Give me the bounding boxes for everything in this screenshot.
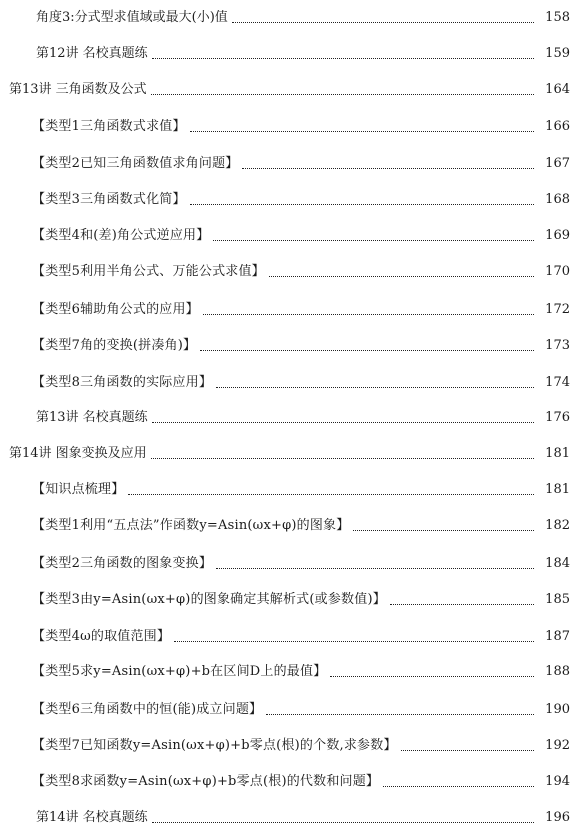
toc-entry-title: 第14讲 图象变换及应用 (9, 446, 147, 461)
toc-entry[interactable] (0, 150, 584, 172)
toc-entry-page-number: 190 (545, 702, 570, 717)
toc-entry-page-number: 185 (545, 592, 570, 607)
dot-leader (200, 350, 534, 351)
dot-leader (266, 714, 534, 715)
dot-leader (151, 94, 534, 95)
toc-entry-title: 【类型3三角函数式化简】 (32, 192, 186, 207)
toc-entry-title: 【类型2已知三角函数值求角问题】 (32, 156, 239, 171)
toc-entry-page-number: 188 (545, 664, 570, 679)
toc-entry-title: 第13讲 名校真题练 (36, 410, 148, 425)
toc-entry-page-number: 173 (545, 338, 570, 353)
toc-entry[interactable] (0, 332, 584, 354)
toc-entry-title: 【类型4ω的取值范围】 (32, 629, 171, 644)
dot-leader (401, 750, 534, 751)
toc-entry-page-number: 181 (545, 482, 570, 497)
dot-leader (269, 276, 534, 277)
toc-entry[interactable] (0, 186, 584, 208)
toc-entry[interactable] (0, 804, 584, 826)
toc-entry-page-number: 170 (545, 264, 570, 279)
toc-entry-page-number: 194 (545, 774, 570, 789)
toc-entry-page-number: 159 (545, 46, 570, 61)
toc-entry-title: 【类型7角的变换(拼凑角)】 (32, 338, 197, 353)
toc-entry[interactable] (0, 113, 584, 135)
toc-entry-title: 【类型3由y=Asin(ωx+φ)的图象确定其解析式(或参数值)】 (32, 592, 386, 607)
toc-entry-page-number: 184 (545, 556, 570, 571)
dot-leader (190, 131, 534, 132)
toc-entry[interactable] (0, 512, 584, 534)
toc-entry-page-number: 169 (545, 228, 570, 243)
toc-entry[interactable] (0, 40, 584, 62)
toc-entry[interactable] (0, 658, 584, 680)
toc-entry-title: 角度3:分式型求值域或最大(小)值 (36, 10, 228, 25)
toc-entry[interactable] (0, 296, 584, 318)
toc-entry-title: 【类型7已知函数y=Asin(ωx+φ)+b零点(根)的个数,求参数】 (32, 738, 397, 753)
dot-leader (203, 314, 534, 315)
dot-leader (330, 676, 534, 677)
dot-leader (174, 641, 534, 642)
toc-entry-page-number: 174 (545, 375, 570, 390)
toc-entry[interactable] (0, 76, 584, 98)
toc-entry-title: 【知识点梳理】 (32, 482, 125, 497)
dot-leader (213, 240, 534, 241)
toc-entry-page-number: 187 (545, 629, 570, 644)
dot-leader (216, 387, 534, 388)
dot-leader (242, 168, 534, 169)
toc-entry-title: 第13讲 三角函数及公式 (9, 82, 147, 97)
toc-entry-title: 【类型5求y=Asin(ωx+φ)+b在区间D上的最值】 (32, 664, 327, 679)
toc-entry[interactable] (0, 476, 584, 498)
toc-entry[interactable] (0, 550, 584, 572)
toc-entry[interactable] (0, 222, 584, 244)
toc-entry-page-number: 166 (545, 119, 570, 134)
toc-entry[interactable] (0, 732, 584, 754)
toc-entry-title: 【类型8求函数y=Asin(ωx+φ)+b零点(根)的代数和问题】 (32, 774, 380, 789)
toc-entry-page-number: 167 (545, 156, 570, 171)
dot-leader (232, 22, 534, 23)
toc-entry-page-number: 196 (545, 810, 570, 825)
toc-entry[interactable] (0, 768, 584, 790)
toc-entry-page-number: 181 (545, 446, 570, 461)
toc-entry-title: 【类型6三角函数中的恒(能)成立问题】 (32, 702, 263, 717)
toc-entry[interactable] (0, 586, 584, 608)
toc-entry-page-number: 192 (545, 738, 570, 753)
toc-entry[interactable] (0, 696, 584, 718)
dot-leader (151, 458, 534, 459)
toc-entry-title: 【类型5利用半角公式、万能公式求值】 (32, 264, 265, 279)
dot-leader (190, 204, 534, 205)
toc-entry-title: 【类型8三角函数的实际应用】 (32, 375, 213, 390)
toc-entry-page-number: 168 (545, 192, 570, 207)
dot-leader (128, 494, 534, 495)
toc-entry-page-number: 182 (545, 518, 570, 533)
toc-entry-title: 【类型6辅助角公式的应用】 (32, 302, 199, 317)
toc-entry-title: 【类型4和(差)角公式逆应用】 (32, 228, 210, 243)
dot-leader (216, 568, 534, 569)
toc-entry-page-number: 172 (545, 302, 570, 317)
toc-entry-page-number: 176 (545, 410, 570, 425)
toc-entry-page-number: 158 (545, 10, 570, 25)
dot-leader (152, 822, 534, 823)
toc-entry-title: 【类型1三角函数式求值】 (32, 119, 186, 134)
toc-entry-page-number: 164 (545, 82, 570, 97)
dot-leader (390, 604, 534, 605)
toc-entry-title: 【类型1利用“五点法”作函数y=Asin(ωx+φ)的图象】 (32, 518, 350, 533)
toc-entry-title: 第12讲 名校真题练 (36, 46, 148, 61)
toc-entry[interactable] (0, 4, 584, 26)
dot-leader (152, 422, 534, 423)
dot-leader (353, 530, 534, 531)
toc-entry[interactable] (0, 440, 584, 462)
dot-leader (383, 786, 534, 787)
dot-leader (152, 58, 534, 59)
toc-entry[interactable] (0, 404, 584, 426)
toc-entry[interactable] (0, 623, 584, 645)
toc-entry[interactable] (0, 369, 584, 391)
toc-entry-title: 第14讲 名校真题练 (36, 810, 148, 825)
toc-entry[interactable] (0, 258, 584, 280)
toc-entry-title: 【类型2三角函数的图象变换】 (32, 556, 213, 571)
